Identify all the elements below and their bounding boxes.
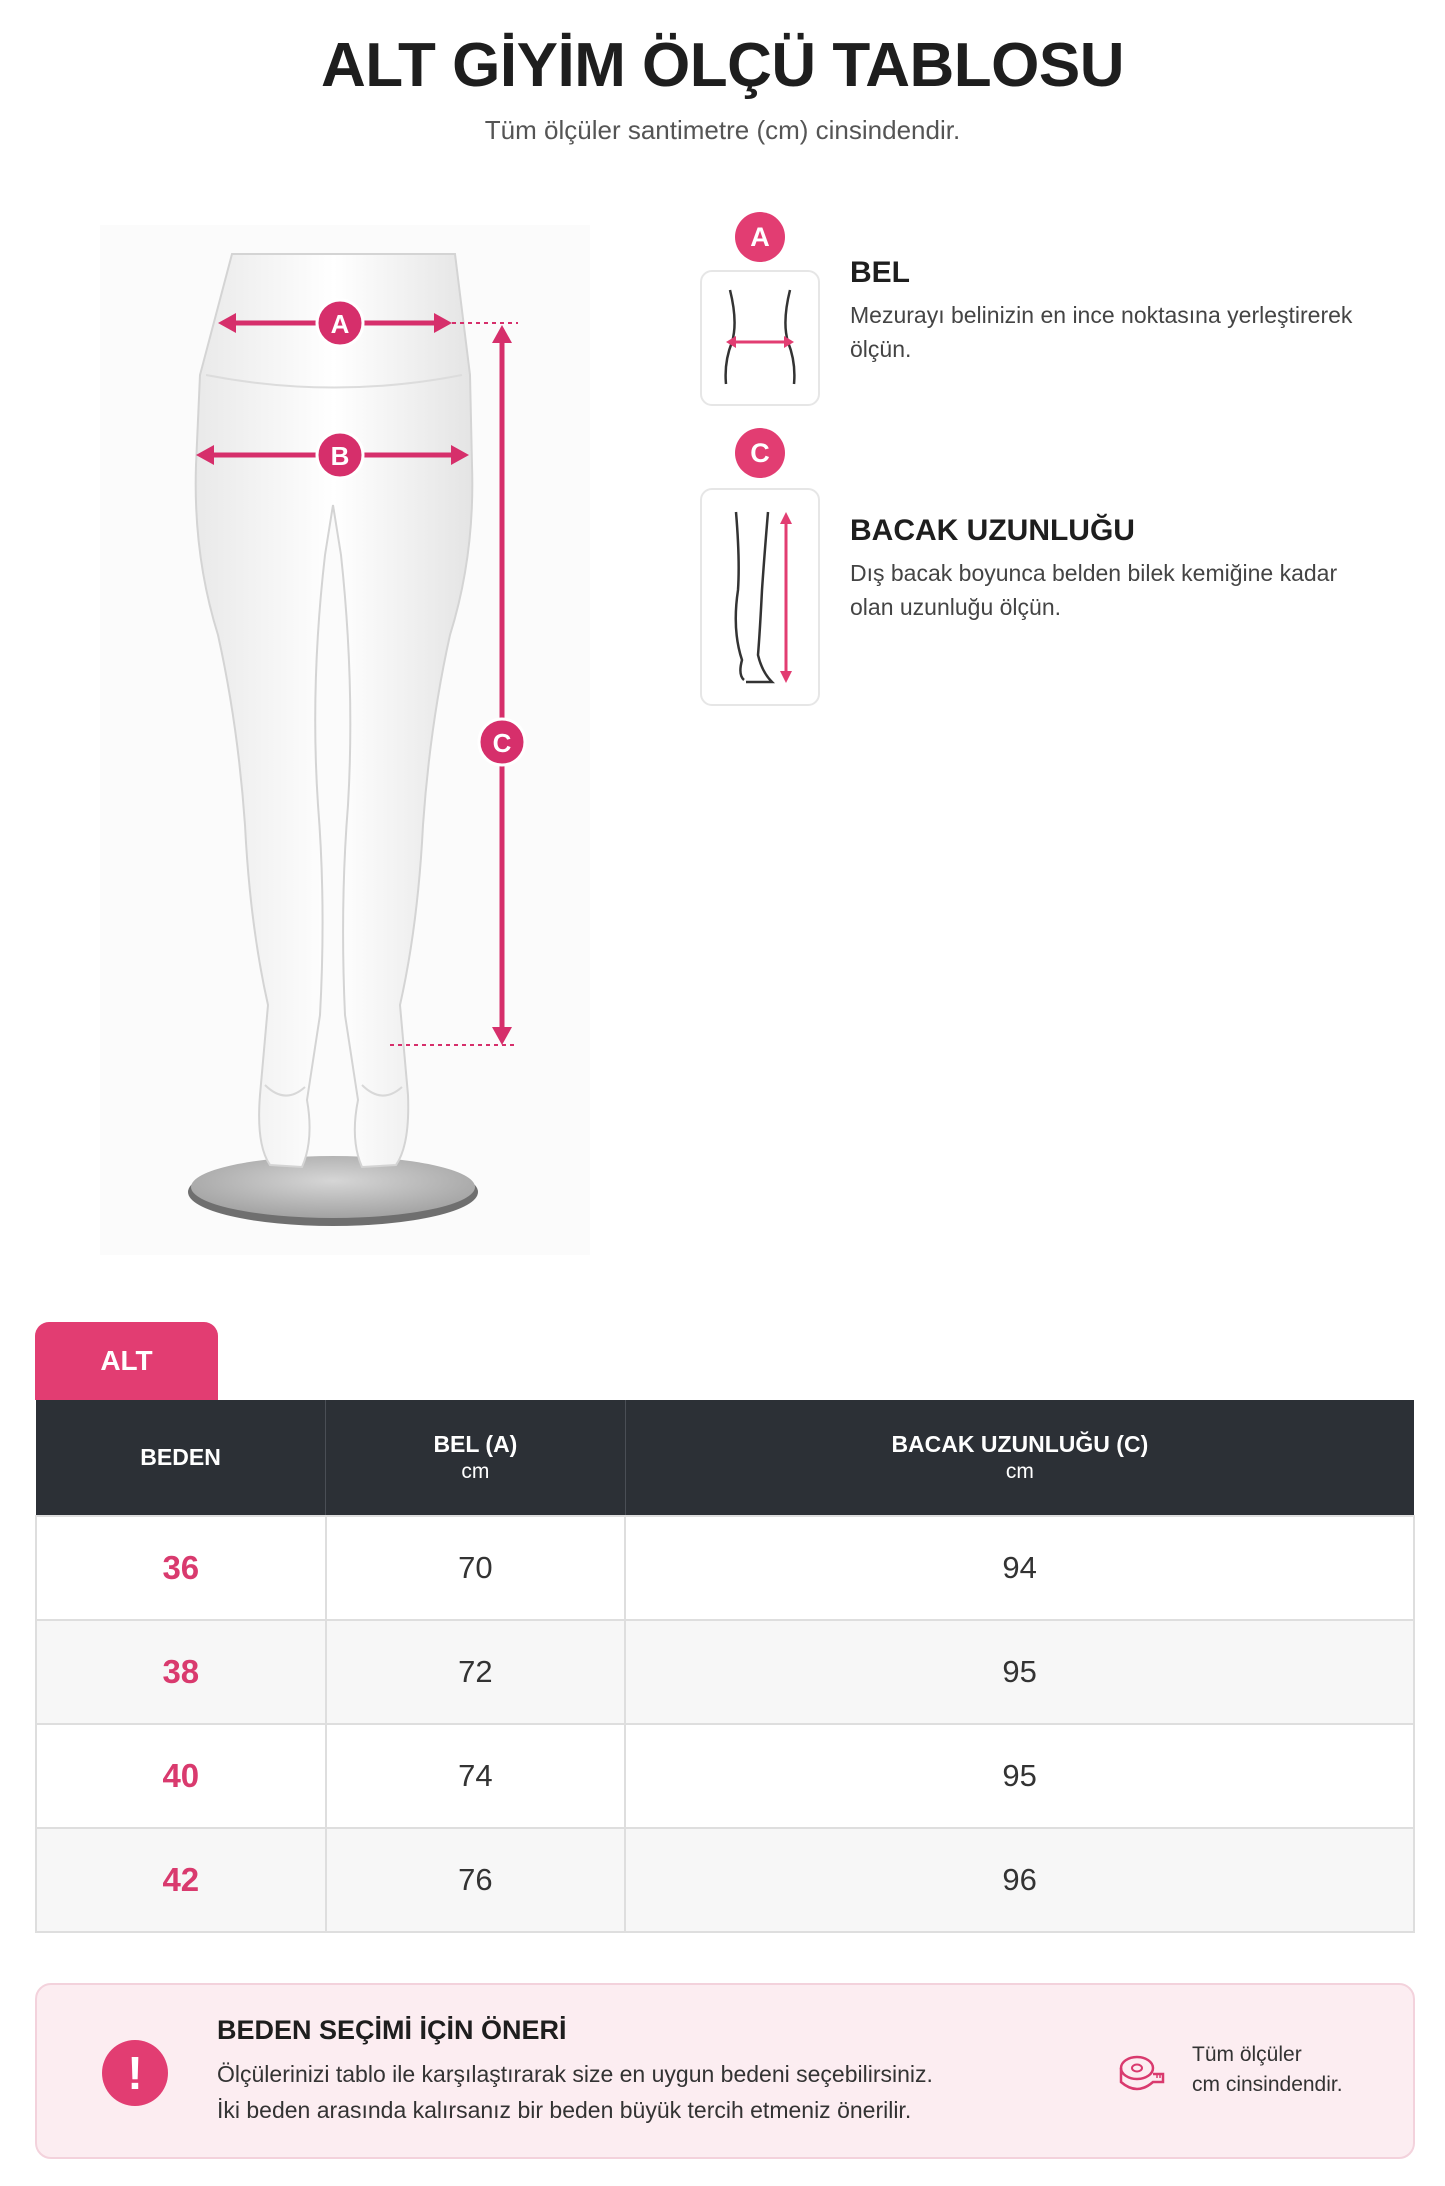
measure-a-desc-line1: Mezurayı belinizin en ince noktasına yerleştirerek	[850, 302, 1353, 328]
mannequin-illustration	[100, 225, 590, 1255]
leg-length-thumbnail	[700, 488, 820, 706]
header-bacak-label: BACAK UZUNLUĞU (C)	[891, 1431, 1149, 1457]
measure-c-badge: C	[735, 428, 785, 478]
advice-line1: Ölçülerinizi tablo ile karşılaştırarak size en uygun bedeni seçebilirsiniz.	[217, 2061, 933, 2087]
label-b-marker	[317, 432, 363, 478]
mannequin-body	[196, 254, 473, 1167]
tab-alt[interactable]: ALT	[35, 1322, 218, 1400]
size-cell: 36	[36, 1516, 326, 1620]
waist-thumbnail	[700, 270, 820, 406]
header-bel-unit: cm	[461, 1460, 490, 1483]
measuring-tape-icon	[1117, 2050, 1167, 2105]
header-beden	[36, 1400, 326, 1516]
bel-cell: 72	[326, 1620, 626, 1724]
measure-a-badge: A	[735, 212, 785, 262]
label-b-text: B	[330, 441, 350, 471]
page-subtitle: Tüm ölçüler santimetre (cm) cinsindendir.	[484, 115, 961, 145]
mannequin-base	[188, 1156, 478, 1226]
table-row	[36, 1724, 1414, 1828]
size-cell: 38	[36, 1620, 326, 1724]
header-bacak-unit: cm	[1005, 1460, 1034, 1483]
alert-icon: !	[102, 2040, 168, 2106]
label-a-marker	[317, 300, 363, 346]
size-cell: 42	[36, 1828, 326, 1932]
label-a-text: A	[330, 309, 350, 339]
bel-cell: 74	[326, 1724, 626, 1828]
measure-c-desc-line2: olan uzunluğu ölçün.	[850, 594, 1061, 620]
size-table	[35, 1400, 1415, 1933]
measure-c-title: BACAK UZUNLUĞU	[850, 514, 1135, 547]
bel-cell: 70	[326, 1516, 626, 1620]
note-line2: cm cinsindendir.	[1192, 2073, 1343, 2096]
table-row	[36, 1516, 1414, 1620]
bacak-cell: 95	[625, 1724, 1414, 1828]
measure-a-desc-line2: ölçün.	[850, 336, 912, 362]
size-cell: 40	[36, 1724, 326, 1828]
measure-c-desc-line1: Dış bacak boyunca belden bilek kemiğine kadar	[850, 560, 1338, 586]
header-bacak	[625, 1400, 1414, 1516]
label-c-text: C	[492, 728, 512, 758]
bacak-cell: 95	[625, 1620, 1414, 1724]
header-beden-label: BEDEN	[140, 1444, 221, 1470]
header-bel-label: BEL (A)	[433, 1431, 518, 1457]
advice-box	[35, 1983, 1415, 2159]
note-line1: Tüm ölçüler	[1192, 2043, 1302, 2066]
advice-title: BEDEN SEÇİMİ İÇİN ÖNERİ	[217, 2015, 567, 2045]
bacak-cell: 96	[625, 1828, 1414, 1932]
advice-line2: İki beden arasında kalırsanız bir beden büyük tercih etmeniz önerilir.	[217, 2097, 912, 2123]
bacak-cell: 94	[625, 1516, 1414, 1620]
header-bel	[326, 1400, 626, 1516]
leg-icon	[702, 490, 818, 704]
measure-a-title: BEL	[850, 256, 910, 289]
bel-cell: 76	[326, 1828, 626, 1932]
table-row	[36, 1620, 1414, 1724]
waist-icon	[702, 272, 818, 404]
table-row	[36, 1828, 1414, 1932]
page-title: ALT GİYİM ÖLÇÜ TABLOSU	[321, 31, 1124, 100]
table-header-row	[36, 1400, 1414, 1516]
label-c-marker	[479, 719, 525, 765]
